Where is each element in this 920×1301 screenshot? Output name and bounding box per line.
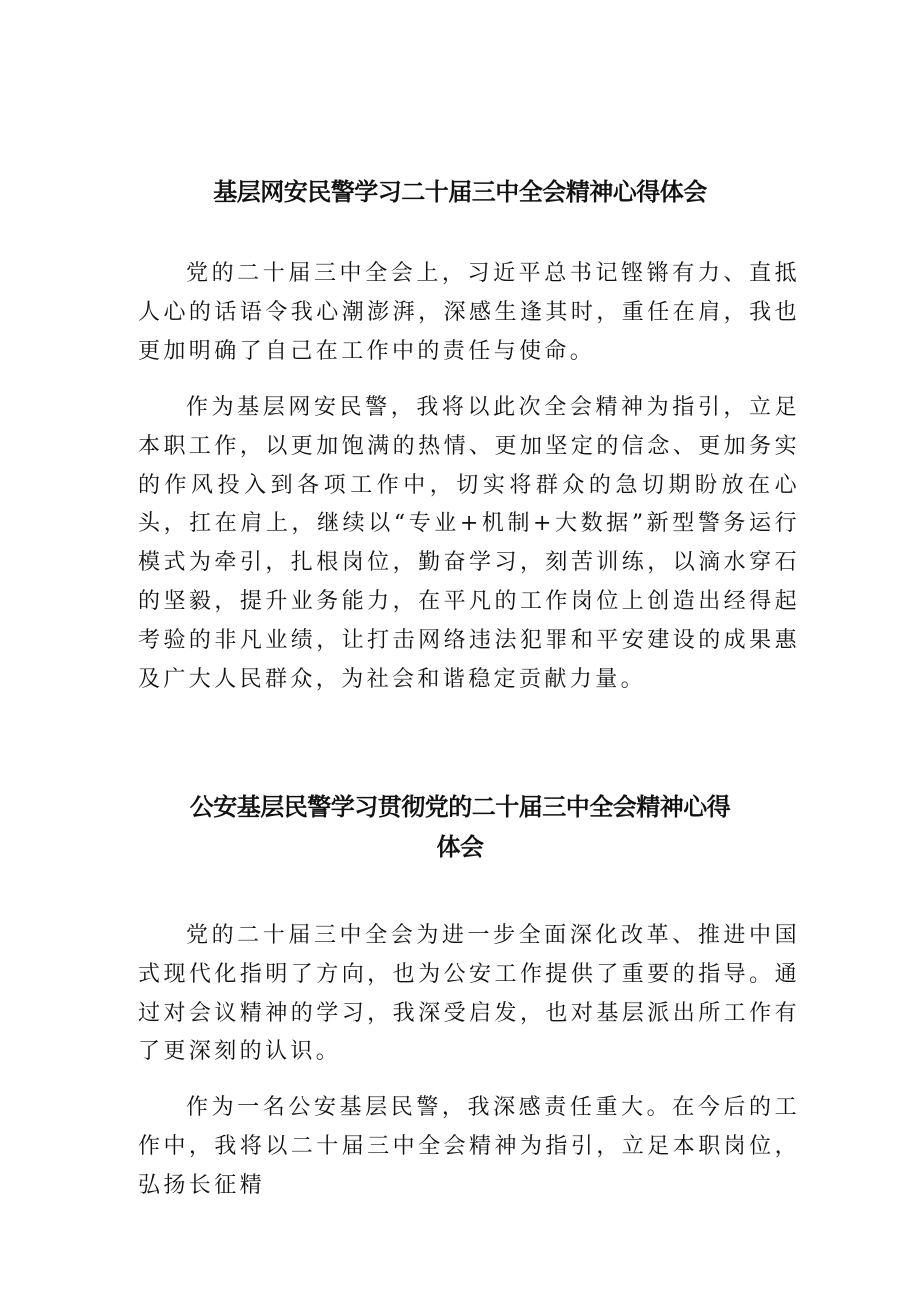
article-1-paragraph-1: 党的二十届三中全会上，习近平总书记铿锵有力、直抵人心的话语令我心潮澎湃，深感生逢其时，重任在肩，我也更加明确了自己在工作中的责任与使命。 bbox=[138, 261, 800, 364]
article-2-title-line-2: 体会 bbox=[436, 833, 484, 861]
article-2-title-line-1: 公安基层民警学习贯彻党的二十届三中全会精神心得 bbox=[189, 793, 731, 821]
article-2-title bbox=[120, 787, 800, 867]
article-1-title: 基层网安民警学习二十届三中全会精神心得体会 bbox=[213, 178, 707, 206]
article-1-paragraph-2: 作为基层网安民警，我将以此次全会精神为指引，立足本职工作，以更加饱满的热情、更加坚定的信念、更加务实的作风投入到各项工作中，切实将群众的急切期盼放在心头，扛在肩上，继续以“专业+机制+大数据”新型警务运行模式为牵引，扎根岗位，勤奋学习，刻苦训练，以滴水穿石的坚毅，提升业务能力，在平凡的工作岗位上创造出经得起考验的非凡业绩，让打击网络违法犯罪和平安建设的成果惠及广大人民群众，为社会和谐稳定贡献力量。 bbox=[138, 395, 800, 692]
article-2-paragraph-1: 党的二十届三中全会为进一步全面深化改革、推进中国式现代化指明了方向，也为公安工作提供了重要的指导。通过对会议精神的学习，我深受启发，也对基层派出所工作有了更深刻的认识。 bbox=[138, 923, 800, 1065]
article-2-paragraph-2: 作为一名公安基层民警，我深感责任重大。在今后的工作中，我将以二十届三中全会精神为指引，立足本职岗位，弘扬长征精 bbox=[138, 1095, 800, 1198]
